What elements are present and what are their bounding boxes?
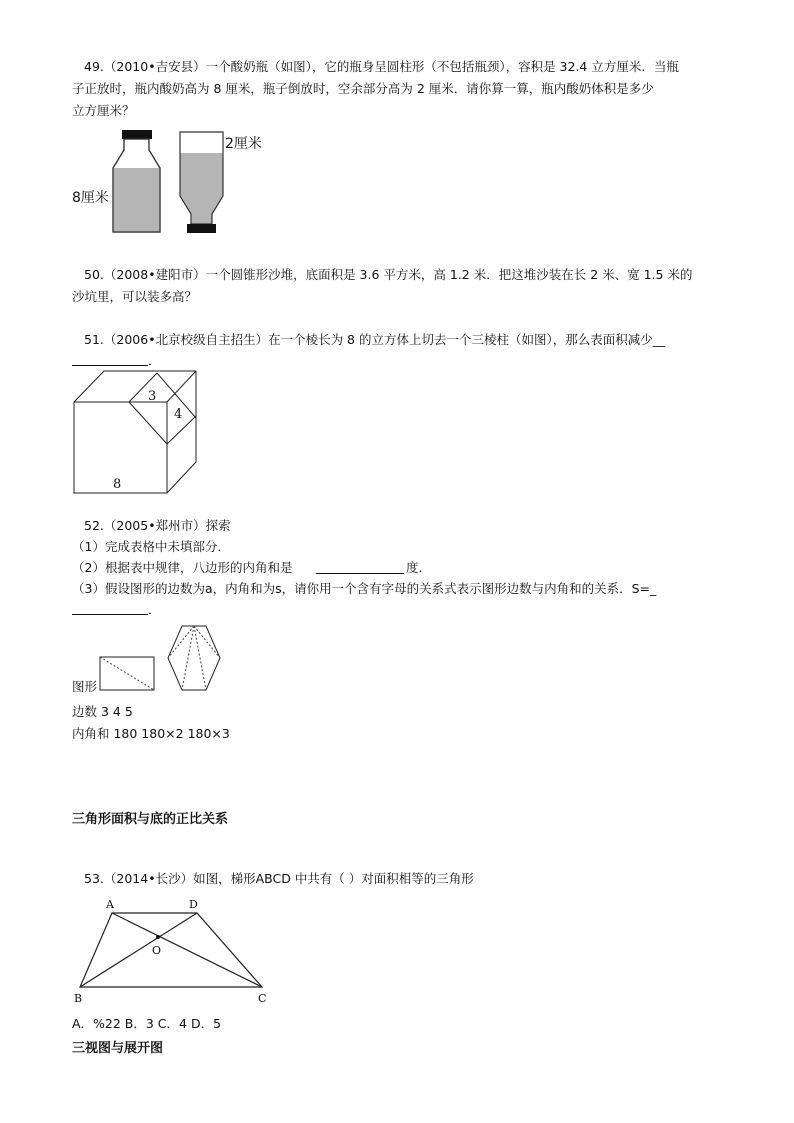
section-heading-triangle-area: 三角形面积与底的正比关系 bbox=[72, 812, 229, 827]
polygon-figures bbox=[98, 624, 228, 694]
trapezoid-figure bbox=[72, 896, 272, 1008]
upright-bottle bbox=[113, 130, 160, 232]
q52-line-1: 52.（2005•郑州市）探索 bbox=[84, 518, 231, 533]
cube-label-3: 3 bbox=[148, 389, 157, 404]
q50-line-1: 50.（2008•建阳市）一个圆锥形沙堆，底面积是 3.6 平方米，高 1.2 米．把这堆沙装在长 2 米、宽 1.5 米的 bbox=[84, 267, 693, 282]
inverted-bottle bbox=[180, 132, 223, 233]
q51-line-2-end: ． bbox=[148, 353, 161, 368]
cube-figure bbox=[72, 368, 202, 496]
q51-answer-blank bbox=[72, 365, 148, 366]
q49-line-3: 立方厘米？ bbox=[72, 103, 135, 118]
table-row-shape: 图形 bbox=[72, 679, 98, 694]
q49-line-2: 子正放时，瓶内酸奶高为 8 厘米，瓶子倒放时，空余部分高为 2 厘米．请你算一算，瓶内酸奶体积是多少 bbox=[72, 81, 654, 96]
table-row-angles: 内角和 180 180×2 180×3 bbox=[72, 726, 230, 741]
q52-line-2: （1）完成表格中未填部分． bbox=[72, 539, 230, 554]
q49-line-1: 49.（2010•吉安县）一个酸奶瓶（如图），它的瓶身呈圆柱形（不包括瓶颈），容积是 32.4 立方厘米．当瓶 bbox=[84, 59, 679, 74]
q51-line-1: 51.（2006•北京校级自主招生）在一个棱长为 8 的立方体上切去一个三棱柱（如图），那么表面积减少__ bbox=[84, 332, 666, 347]
label-8cm: 8厘米 bbox=[72, 190, 109, 206]
q53-line-1: 53.（2014•长沙）如图，梯形ABCD 中共有（ ）对面积相等的三角形 bbox=[84, 871, 474, 886]
table-row-sides: 边数 3 4 5 bbox=[72, 704, 133, 719]
rectangle-figure bbox=[100, 657, 154, 690]
vertex-label-d: D bbox=[189, 898, 198, 911]
cube-label-8: 8 bbox=[113, 477, 122, 492]
section-heading-three-views: 三视图与展开图 bbox=[72, 1041, 164, 1056]
q52-line-3b: 度． bbox=[406, 560, 432, 575]
vertex-label-b: B bbox=[74, 992, 83, 1005]
q50-line-2: 沙坑里，可以装多高？ bbox=[72, 289, 198, 304]
vertex-label-o: O bbox=[152, 944, 162, 957]
q52-line-5-end: ． bbox=[148, 602, 161, 617]
label-2cm: 2厘米 bbox=[225, 136, 262, 152]
vertex-label-a: A bbox=[106, 898, 114, 911]
q52-line-3a: （2）根据表中规律，八边形的内角和是 bbox=[72, 560, 293, 575]
hexagon-figure bbox=[168, 626, 220, 690]
q53-options: A．%22 B．3 C．4 D．5 bbox=[72, 1016, 222, 1031]
q52-line-4: （3）假设图形的边数为a，内角和为s，请你用一个含有字母的关系式表示图形边数与内角和的关系．S=_ bbox=[72, 581, 657, 596]
q52-formula-blank bbox=[72, 614, 148, 615]
cube-label-4: 4 bbox=[174, 407, 183, 422]
vertex-label-c: C bbox=[258, 992, 267, 1005]
q52-octagon-blank bbox=[316, 573, 404, 574]
